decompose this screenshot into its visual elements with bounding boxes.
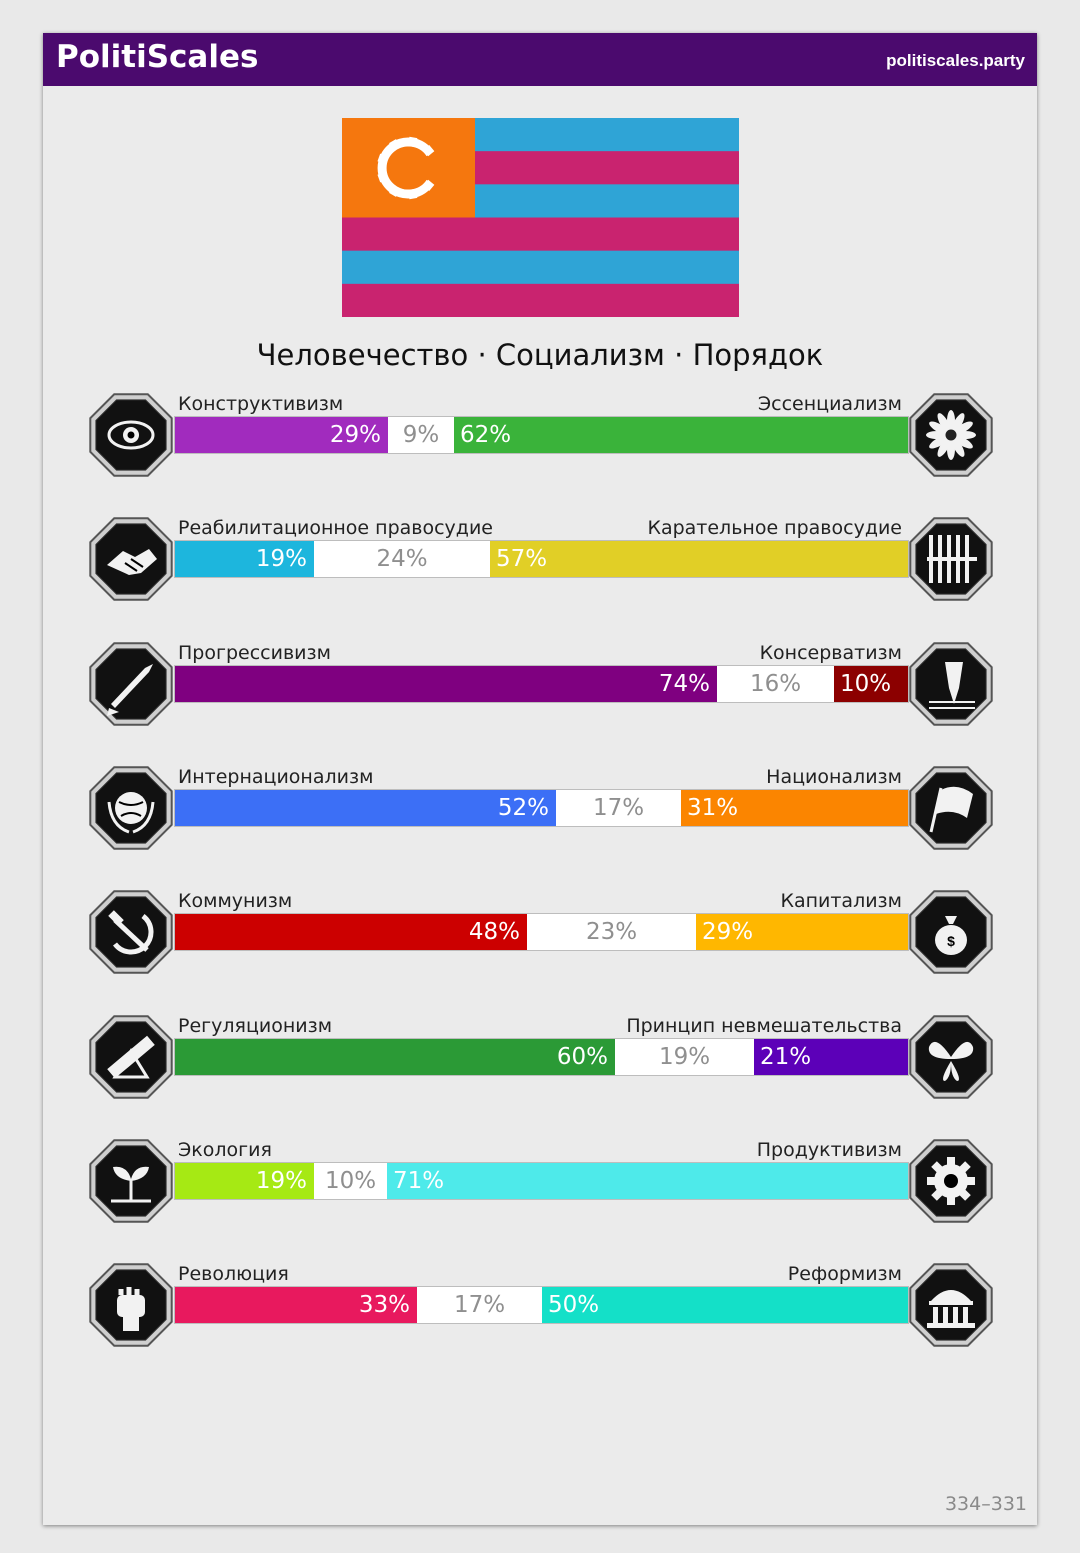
ruler-icon	[85, 1011, 177, 1103]
site-link[interactable]: politiscales.party	[886, 51, 1025, 70]
bar-left-segment: 48%	[175, 914, 527, 950]
bar-left-segment: 19%	[175, 1163, 314, 1199]
axis-row	[43, 1139, 1037, 1235]
axis-bar	[175, 1039, 908, 1075]
bar-left-segment: 29%	[175, 417, 388, 453]
bar-left-segment: 74%	[175, 666, 717, 702]
axis-row	[43, 890, 1037, 986]
axis-bar	[175, 790, 908, 826]
quill-pen-icon	[905, 638, 997, 730]
rocket-icon	[85, 638, 177, 730]
ideology-title: Человечество · Социализм · Порядок	[256, 338, 824, 372]
bar-middle-segment: 19%	[615, 1039, 754, 1075]
axis-bar	[175, 666, 908, 702]
axis-left-label: Революция	[178, 1263, 289, 1286]
brand-logo[interactable]: PolitiScales	[56, 39, 259, 75]
flower-icon	[905, 389, 997, 481]
butterfly-icon	[905, 1011, 997, 1103]
axis-right-label: Реформизм	[787, 1263, 902, 1286]
bar-left-segment: 60%	[175, 1039, 615, 1075]
axis-bar	[175, 914, 908, 950]
eye-icon	[85, 389, 177, 481]
sprout-icon	[85, 1135, 177, 1227]
bar-right-segment: 21%	[754, 1039, 908, 1075]
axis-left-label: Интернационализм	[178, 765, 374, 788]
bar-middle-segment: 24%	[314, 541, 490, 577]
bar-left-segment: 19%	[175, 541, 314, 577]
gear-factory-icon	[905, 1135, 997, 1227]
axis-right-label: Карательное правосудие	[647, 517, 902, 540]
axis-right-label: Эссенциализм	[757, 393, 902, 415]
bar-middle-segment: 9%	[388, 417, 454, 453]
axis-right-label: Принцип невмешательства	[626, 1014, 902, 1037]
axis-bar	[175, 1287, 908, 1323]
axis-row	[43, 766, 1037, 862]
hammer-sickle-icon	[85, 886, 177, 978]
bar-middle-segment: 16%	[717, 666, 834, 702]
parliament-icon	[905, 1259, 997, 1351]
svg-text:$: $	[947, 933, 955, 950]
flag-icon	[905, 762, 997, 854]
prison-bars-icon	[905, 513, 997, 605]
flag-canton	[342, 118, 475, 218]
bar-right-segment: 71%	[387, 1163, 908, 1199]
axis-bar	[175, 1163, 908, 1199]
bar-right-segment: 50%	[542, 1287, 908, 1323]
axis-bar	[175, 417, 908, 453]
handshake-icon	[85, 513, 177, 605]
bar-middle-segment: 23%	[527, 914, 696, 950]
bar-right-segment: 29%	[696, 914, 908, 950]
axis-left-label: Конструктивизм	[178, 393, 344, 415]
axis-bar	[175, 541, 908, 577]
fist-icon	[85, 1259, 177, 1351]
axis-row	[43, 1015, 1037, 1111]
bar-left-segment: 52%	[175, 790, 556, 826]
bar-middle-segment: 17%	[556, 790, 681, 826]
axis-right-label: Национализм	[766, 765, 902, 788]
axis-row	[43, 517, 1037, 613]
axis-left-label: Регуляционизм	[178, 1014, 333, 1037]
bar-left-segment: 33%	[175, 1287, 417, 1323]
axis-right-label: Продуктивизм	[756, 1138, 902, 1161]
axis-row	[43, 1263, 1037, 1359]
bar-right-segment: 57%	[490, 541, 908, 577]
footer-code: 334–331	[944, 1493, 1027, 1515]
axis-row	[43, 642, 1037, 738]
result-flag	[342, 118, 739, 317]
flag-stripe	[342, 284, 739, 317]
bar-right-segment: 62%	[454, 417, 908, 453]
axis-left-label: Коммунизм	[178, 890, 293, 913]
axis-right-label: Консерватизм	[759, 641, 902, 664]
money-bag-icon	[905, 886, 997, 978]
bar-right-segment: 31%	[681, 790, 908, 826]
axis-row	[43, 393, 1037, 489]
flag-stripe	[342, 251, 739, 285]
axis-left-label: Прогрессивизм	[178, 641, 331, 664]
globe-laurel-icon	[85, 762, 177, 854]
axis-right-label: Капитализм	[780, 890, 902, 913]
bar-right-segment: 10%	[834, 666, 908, 702]
bar-middle-segment: 17%	[417, 1287, 542, 1323]
result-card	[43, 33, 1037, 1525]
flag-stripe	[342, 218, 739, 252]
bar-middle-segment: 10%	[314, 1163, 387, 1199]
axis-left-label: Экология	[178, 1138, 272, 1161]
axis-left-label: Реабилитационное правосудие	[178, 517, 493, 540]
header-bar	[43, 33, 1037, 86]
